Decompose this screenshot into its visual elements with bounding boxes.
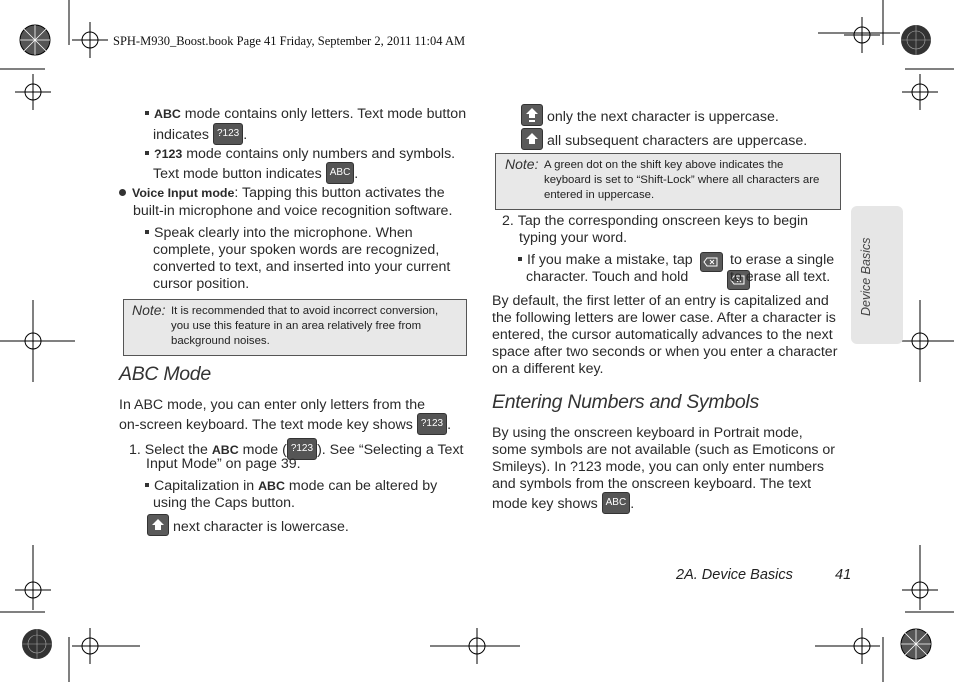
voice-input-bullet: Voice Input mode: Tapping this button activates the xyxy=(119,185,445,202)
note-line1: It is recommended that to avoid incorrect conversion, xyxy=(171,305,439,317)
speak-line3: converted to text, and inserted into your current xyxy=(153,259,451,275)
default-para-line2: the following letters are lower case. After a character is xyxy=(492,310,836,326)
sym-key-icon: ?123 xyxy=(213,123,243,145)
abc-mode-bullet-line2: indicates ?123 . xyxy=(153,124,247,146)
abc-key-icon: ABC xyxy=(602,492,631,514)
abc-intro-line1: In ABC mode, you can enter only letters from the xyxy=(119,397,425,413)
default-para-line5: on a different key. xyxy=(492,361,604,377)
default-para-line1: By default, the first letter of an entry is capitalized and xyxy=(492,293,829,309)
sym-key-icon: ?123 xyxy=(417,413,447,435)
shift-lock-row: all subsequent characters are uppercase. xyxy=(521,130,807,152)
note-label: Note: xyxy=(132,302,166,318)
note-label: Note: xyxy=(505,156,539,172)
numbers-para-line5: mode key shows ABC . xyxy=(492,493,634,515)
mistake-bullet: If you make a mistake, tap xyxy=(518,252,693,269)
mistake-text-c: character. Touch and hold xyxy=(526,269,689,285)
sym-mode-bullet-line2: Text mode button indicates ABC . xyxy=(153,163,358,185)
step-2-line2: typing your word. xyxy=(519,230,628,246)
note-line2: keyboard is set to “Shift-Lock” where all characters are xyxy=(544,174,820,186)
numbers-para-line3: Smileys). In ?123 mode, you can only enter numbers xyxy=(492,459,824,475)
print-header: SPH-M930_Boost.book Page 41 Friday, September 2, 2011 11:04 AM xyxy=(113,34,466,48)
step-1: 1. Select the ABC mode ( ?123 ). See “Selecting a Text xyxy=(129,439,463,461)
footer-section: 2A. Device Basics xyxy=(676,567,793,583)
numbers-symbols-heading: Entering Numbers and Symbols xyxy=(492,391,759,413)
numbers-para-line1: By using the onscreen keyboard in Portrait mode, xyxy=(492,425,803,441)
speak-line2: complete, your spoken words are recognized, xyxy=(153,242,440,258)
shift-lock-icon xyxy=(521,128,543,150)
note-line3: background noises. xyxy=(171,335,270,347)
step-1-line2: Input Mode” on page 39. xyxy=(146,456,301,472)
side-tab-label: Device Basics xyxy=(859,237,873,316)
shift-once-icon xyxy=(521,104,543,126)
abc-mode-heading: ABC Mode xyxy=(119,363,211,385)
speak-bullet: Speak clearly into the microphone. When xyxy=(145,225,413,242)
abc-key-icon: ABC xyxy=(326,162,355,184)
sym-mode-bullet: ?123 mode contains only numbers and symbols. xyxy=(145,146,455,163)
square-bullet-icon xyxy=(145,230,149,234)
caps-bullet-line2: using the Caps button. xyxy=(153,495,295,511)
mistake-text-b: to erase a single xyxy=(730,252,835,268)
side-tab xyxy=(851,206,903,344)
square-bullet-icon xyxy=(145,111,149,115)
step-2: 2. Tap the corresponding onscreen keys to begin xyxy=(502,213,809,229)
voice-input-bullet-line2: built-in microphone and voice recognition software. xyxy=(133,203,453,219)
note-line1: A green dot on the shift key above indicates the xyxy=(544,159,784,171)
note-box-left xyxy=(123,299,467,356)
lowercase-row: next character is lowercase. xyxy=(147,516,349,538)
speak-line4: cursor position. xyxy=(153,276,250,292)
sym-key-icon: ?123 xyxy=(287,438,317,460)
square-bullet-icon xyxy=(145,483,149,487)
note-box-right xyxy=(495,153,841,210)
note-line2: you use this feature in an area relatively free from xyxy=(171,320,422,332)
default-para-line4: space after two seconds or when you enter a character xyxy=(492,344,838,360)
page-number: 41 xyxy=(835,567,852,583)
numbers-para-line4: and symbols from the onscreen keyboard. The text xyxy=(492,476,812,492)
shift-once-row: only the next character is uppercase. xyxy=(521,106,779,128)
numbers-para-line2: some symbols are not available (such as Emoticons or xyxy=(492,442,836,458)
abc-intro-line2: on-screen keyboard. The text mode key shows ?123 . xyxy=(119,414,451,436)
note-line3: entered in uppercase. xyxy=(544,189,655,201)
delete-key-icon xyxy=(700,252,723,272)
square-bullet-icon xyxy=(518,257,522,261)
mistake-text-d: to erase all text. xyxy=(730,269,831,285)
round-bullet-icon xyxy=(119,189,126,196)
square-bullet-icon xyxy=(145,151,149,155)
abc-mode-bullet: ABC mode contains only letters. Text mode button xyxy=(145,106,466,123)
caps-bullet: Capitalization in ABC mode can be altered by xyxy=(145,478,437,495)
shift-off-icon xyxy=(147,514,169,536)
default-para-line3: entered, the cursor automatically advances to the next xyxy=(492,327,833,343)
